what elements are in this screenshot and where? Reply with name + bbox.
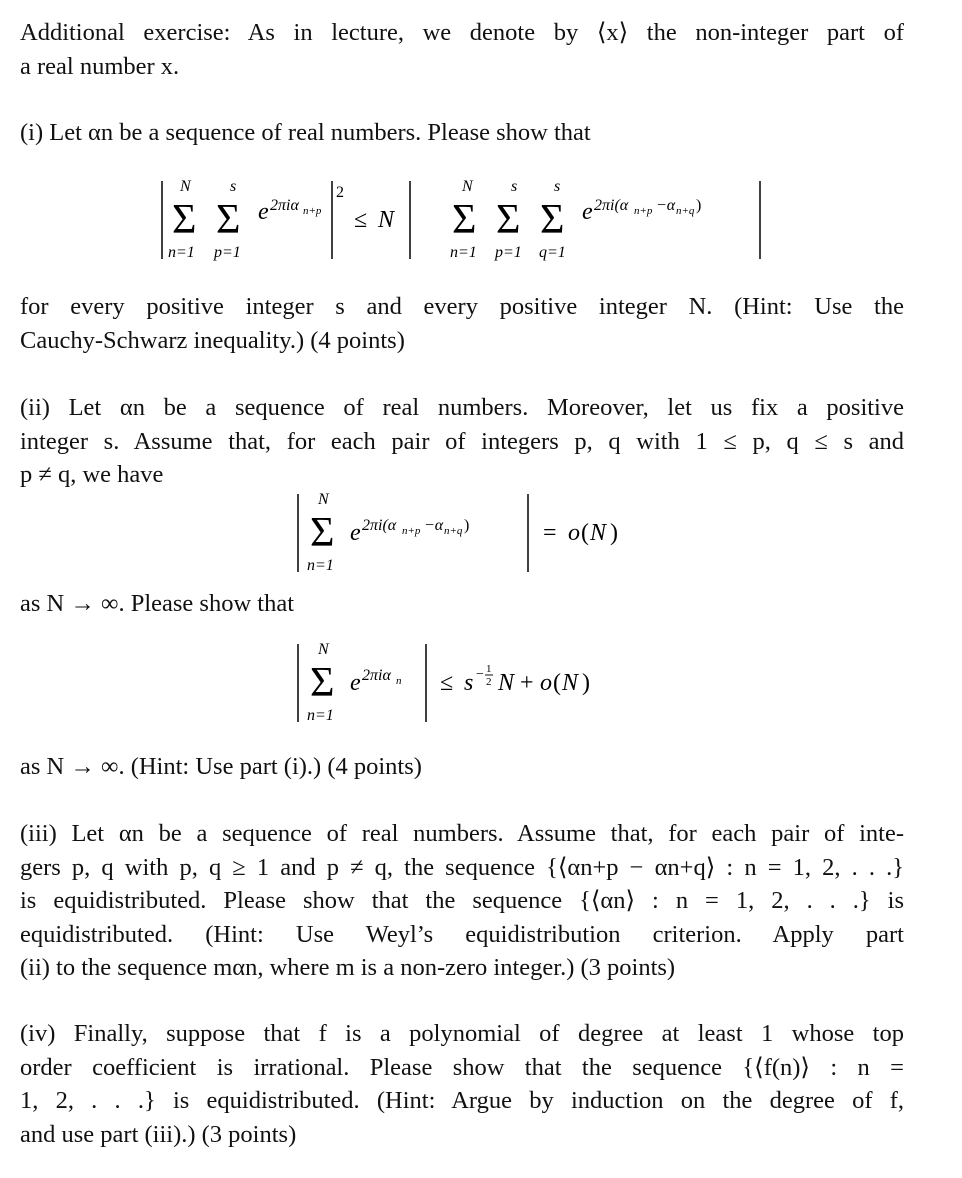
svg-text:n+q: n+q [676,205,695,217]
svg-text:N: N [590,520,607,546]
svg-text:s: s [554,178,561,195]
svg-text:Σ: Σ [540,197,565,243]
svg-text:−α: −α [424,517,444,534]
svg-text:s: s [511,178,518,195]
svg-text:Σ: Σ [172,197,197,243]
part-ii-mid-line: as N → ∞. Please show that [20,590,294,617]
part-iii-line-5: (ii) to the sequence mαn, where m is a non-zero integer.) (3 points) [20,954,676,981]
part-ii-equation-1 [288,488,648,587]
part-i-statement [20,116,904,150]
part-iv-line-3: 1, 2, . . .} is equidistributed. (Hint: Argue by induction on the degree of f, [20,1087,904,1114]
part-iii-line-4: equidistributed. (Hint: Use Weyl’s equidistribution criterion. Apply part [20,920,904,948]
svg-text:n=1: n=1 [307,707,334,724]
svg-text:o: o [568,520,580,546]
part-iii-line-1: (iii) Let αn be a sequence of real numbers. Assume that, for each pair of inte- [20,820,904,847]
svg-text:=: = [543,520,557,546]
svg-text:+: + [520,670,534,696]
part-ii-statement [20,391,904,492]
svg-text:n+p: n+p [303,205,322,217]
svg-text:): ) [610,520,618,546]
part-i-line-1: (i) Let αn be a sequence of real numbers. Please show that [20,119,591,146]
part-iv-statement [20,1017,904,1151]
svg-text:2πi(α: 2πi(α [594,197,629,214]
svg-text:p=1: p=1 [495,244,522,261]
svg-text:−α: −α [656,197,676,214]
svg-text:s: s [230,178,237,195]
part-iv-line-1: (iv) Finally, suppose that f is a polynomial of degree at least 1 whose top [20,1020,904,1047]
part-i-hint [20,290,904,357]
svg-text:N: N [562,670,579,696]
svg-text:): ) [464,517,470,534]
svg-text:≤: ≤ [354,207,368,233]
svg-text:2: 2 [336,184,344,201]
part-iv-line-2: order coefficient is irrational. Please show that the sequence {⟨f(n)⟩ : n = [20,1053,904,1081]
svg-text:(: ( [581,520,589,546]
svg-text:N: N [180,178,191,195]
part-ii-equation-2 [288,638,648,737]
part-ii-hint [20,750,904,784]
svg-text:Σ: Σ [216,197,241,243]
svg-text:−: − [476,667,484,682]
part-iii-statement [20,817,904,985]
svg-text:Σ: Σ [496,197,521,243]
svg-text:n=1: n=1 [450,244,477,261]
svg-text:≤: ≤ [440,670,454,696]
part-i-equation [150,175,770,274]
part-ii-line-2: integer s. Assume that, for each pair of integers p, q with 1 ≤ p, q ≤ s and [20,427,904,455]
svg-text:n=1: n=1 [307,557,334,574]
part-ii-mid [20,587,904,621]
part-i-after-1: for every positive integer s and every positive integer N. (Hint: Use the [20,293,904,320]
part-iii-line-3: is equidistributed. Please show that the sequence {⟨αn⟩ : n = 1, 2, . . .} is [20,887,904,914]
svg-text:2: 2 [486,676,492,688]
svg-text:): ) [696,197,702,214]
svg-text:2πiα: 2πiα [270,197,299,214]
part-ii-after: as N → ∞. (Hint: Use part (i).) (4 points) [20,753,422,780]
svg-text:1: 1 [486,663,492,675]
intro-line-1: Additional exercise: As in lecture, we denote by ⟨x⟩ the non-integer part of [20,19,904,46]
svg-text:p=1: p=1 [214,244,241,261]
svg-text:e: e [350,520,361,546]
svg-text:n: n [396,675,402,687]
svg-text:n=1: n=1 [168,244,195,261]
svg-text:N: N [462,178,473,195]
svg-text:o: o [540,670,552,696]
svg-text:2πi(α: 2πi(α [362,517,397,534]
svg-text:N: N [318,641,329,658]
svg-text:Σ: Σ [310,510,335,556]
part-iv-line-4: and use part (iii).) (3 points) [20,1120,297,1148]
intro-paragraph [20,16,904,83]
part-ii-line-3: p ≠ q, we have [20,461,164,488]
svg-text:(: ( [553,670,561,696]
part-i-after-2: Cauchy-Schwarz inequality.) (4 points) [20,326,405,354]
svg-text:n+p: n+p [634,205,653,217]
part-ii-line-1: (ii) Let αn be a sequence of real numbers. Moreover, let us fix a positive [20,394,904,421]
svg-text:e: e [350,670,361,696]
svg-text:n+p: n+p [402,525,421,537]
svg-text:2πiα: 2πiα [362,667,391,684]
intro-line-2: a real number x. [20,52,180,80]
svg-text:e: e [258,199,269,225]
svg-text:s: s [464,670,474,696]
svg-text:N: N [318,491,329,508]
svg-text:N: N [378,207,395,233]
svg-text:Σ: Σ [310,660,335,706]
svg-text:n+q: n+q [444,525,463,537]
svg-text:Σ: Σ [452,197,477,243]
svg-text:N: N [498,670,515,696]
part-iii-line-2: gers p, q with p, q ≥ 1 and p ≠ q, the sequence {⟨αn+p − αn+q⟩ : n = 1, 2, . . .} [20,853,904,881]
svg-text:): ) [582,670,590,696]
svg-text:e: e [582,199,593,225]
svg-text:q=1: q=1 [539,244,566,261]
